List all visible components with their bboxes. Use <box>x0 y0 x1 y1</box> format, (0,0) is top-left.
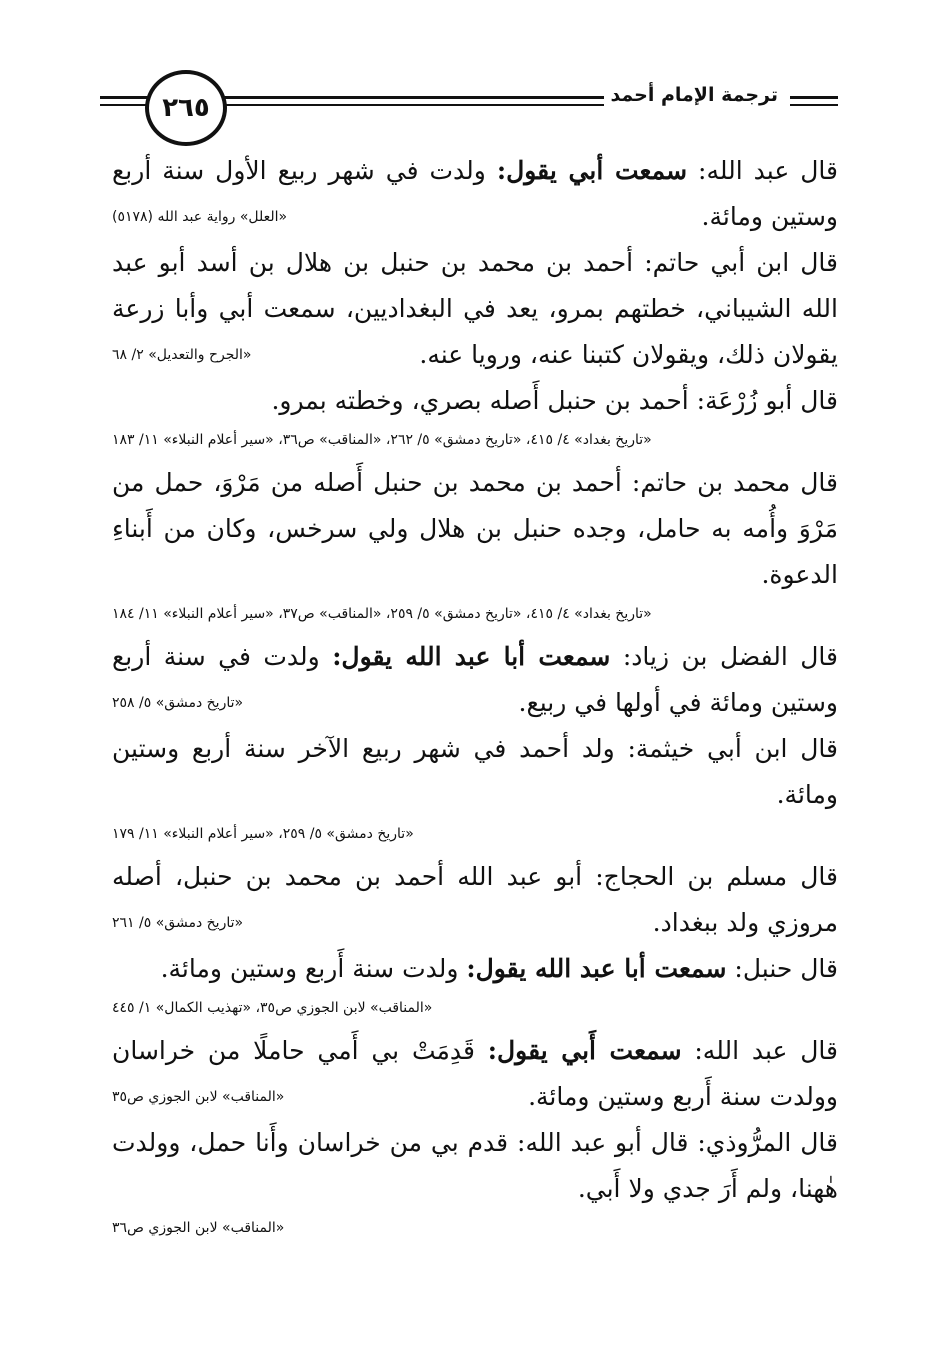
header-rule <box>790 104 838 106</box>
entry-speaker: قال حنبل: <box>726 954 838 983</box>
header-rule <box>100 96 150 99</box>
entry-text: ولدت سنة أَربع وستين ومائة. <box>160 954 467 983</box>
entry-text: ولد أحمد في شهر ربيع الآخر سنة أربع وستين ومائة. <box>112 734 838 809</box>
page-header <box>100 78 840 138</box>
entry-speaker: قال عبد الله: <box>687 156 838 185</box>
entry-speaker: قال ابن أبي خيثمة: <box>614 734 838 763</box>
entry-source: «تاريخ دمشق» ٥/ ٢٥٨ <box>112 695 244 711</box>
entry-speaker: قال المرُّوذي: <box>688 1128 838 1157</box>
entry-speaker: قال الفضل بن زياد: <box>610 642 838 671</box>
entry <box>112 240 838 378</box>
entry-source: «المناقب» لابن الجوزي ص٣٦ <box>112 1220 285 1236</box>
entry-speaker: قال عبد الله: <box>681 1036 838 1065</box>
entry-source: «تاريخ دمشق» ٥/ ٢٦١ <box>112 915 244 931</box>
entry-speaker: قال ابن أبي حاتم: <box>633 248 838 277</box>
entry-text: قال أبو عبد الله: قدم بي من خراسان وأَنا حمل، وولدت هٰهنا، ولم أَرَ جدي ولا أَبي. <box>112 1128 838 1203</box>
entry-text: ولدت في سنة أربع وستين ومائة في أولها في ربيع. <box>112 642 838 717</box>
entry-quote-intro: سمعت أبا عبد الله يقول: <box>466 954 727 983</box>
entry-source: «تاريخ بغداد» ٤/ ٤١٥، «تاريخ دمشق» ٥/ ٢٦٢، «المناقب» ص٣٦، «سير أعلام النبلاء» ١١/ ١٨٣ <box>112 432 652 448</box>
entry <box>112 726 838 818</box>
entry-source: «الجرح والتعديل» ٢/ ٦٨ <box>112 347 252 363</box>
entry <box>112 1028 838 1120</box>
running-title: ترجمة الإمام أحمد <box>604 84 784 106</box>
header-rule <box>100 104 150 106</box>
entry-quote-intro: سمعت أَبي يقول: <box>487 1036 682 1065</box>
entry <box>112 634 838 726</box>
page-body <box>112 148 838 1248</box>
entry-text: أحمد بن محمد بن حنبل بن هلال بن أسد أبو عبد الله الشيباني، خطتهم بمرو، يعد في البغداديين، سمعت أبي وأبا زرعة يقولان ذلك، ويقولان كتبنا عنه، ورويا عنه. <box>112 248 838 369</box>
entry <box>112 854 838 946</box>
entry-source: «العلل» رواية عبد الله (٥١٧٨) <box>112 209 288 225</box>
entry-source: «المناقب» لابن الجوزي ص٣٥ <box>112 1089 285 1105</box>
entry-quote-intro: سمعت أبي يقول: <box>496 156 688 185</box>
entry <box>112 1120 838 1212</box>
entry-text: أبو عبد الله أحمد بن محمد بن حنبل، أصله مروزي ولد ببغداد. <box>112 862 838 937</box>
entry-text: أحمد بن محمد بن حنبل أَصله من مَرْوَ، حمل من مَرْوَ وأُمه به حامل، وجده حنبل بن هلال ولي سرخس، وكان من أَبناءِ الدعوة. <box>112 468 838 589</box>
entry-source: «تاريخ بغداد» ٤/ ٤١٥، «تاريخ دمشق» ٥/ ٢٥٩، «المناقب» ص٣٧، «سير أعلام النبلاء» ١١/ ١٨٤ <box>112 606 652 622</box>
header-rule <box>790 96 838 99</box>
entry <box>112 378 838 424</box>
entry-source: «تاريخ دمشق» ٥/ ٢٥٩، «سير أعلام النبلاء» ١١/ ١٧٩ <box>112 826 414 842</box>
entry-speaker: قال مسلم بن الحجاج: <box>582 862 838 891</box>
entry-speaker: قال أبو زُرْعَة: <box>688 386 838 415</box>
entry <box>112 946 838 992</box>
entry-text: أحمد بن حنبل أَصله بصري، وخطته بمرو. <box>271 386 689 415</box>
entry-text: ولدت في شهر ربيع الأول سنة أربع وستين ومائة. <box>112 156 838 231</box>
entry-quote-intro: سمعت أبا عبد الله يقول: <box>332 642 611 671</box>
page-number: ٢٦٥ <box>145 70 227 146</box>
entry <box>112 148 838 240</box>
entry <box>112 460 838 598</box>
entry-speaker: قال محمد بن حاتم: <box>621 468 839 497</box>
entry-text: قَدِمَتْ بي أَمي حاملًا من خراسان وولدت سنة أَربع وستين ومائة. <box>112 1036 838 1111</box>
entry-source: «المناقب» لابن الجوزي ص٣٥، «تهذيب الكمال» ١/ ٤٤٥ <box>112 1000 433 1016</box>
